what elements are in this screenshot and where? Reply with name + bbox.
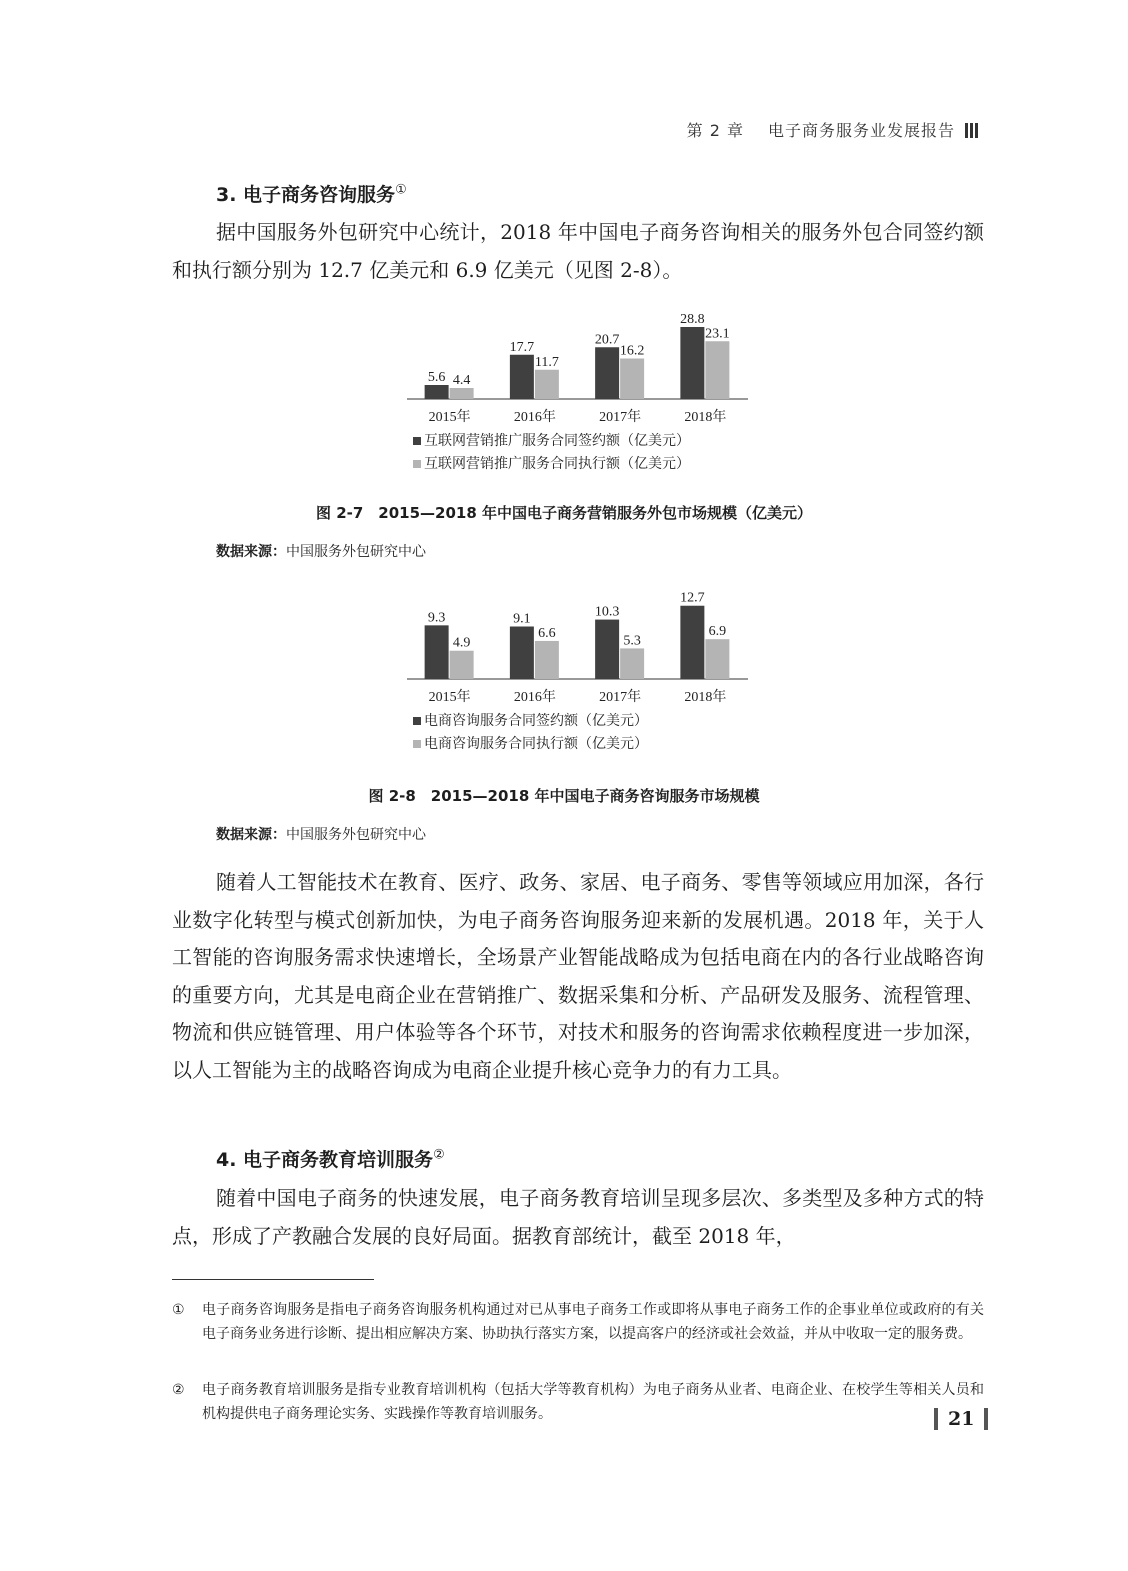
- data-label: 9.3: [427, 610, 446, 626]
- header-chapter: 第 2 章: [686, 121, 744, 140]
- footnote-divider: [172, 1279, 374, 1280]
- bar-2018年-series-1: [705, 639, 729, 679]
- x-tick-label: 2017年: [599, 690, 642, 705]
- bar-2018年-series-0: [680, 327, 704, 399]
- ai-consulting-paragraph: 随着人工智能技术在教育、医疗、政务、家居、电子商务、零售等领域应用加深，各行业数字化转型与模式创新加快，为电子商务咨询服务迎来新的发展机遇。2018 年，关于人工智能的咨询服务需求快速增长，全场景产业智能战略成为包括电商在内的各行业战略咨询的重要方向，尤其是电商企业在营销推广、数据采集和分析、产品研发及服务、流程管理、物流和供应链管理、用户体验等各个环节，对技术和服务的咨询需求依赖程度进一步加深，以人工智能为主的战略咨询成为电商企业提升核心竞争力的有力工具。: [172, 870, 984, 1082]
- data-label: 10.3: [594, 604, 620, 620]
- bar-2017年-series-0: [595, 347, 619, 399]
- footnote-1: ① 电子商务咨询服务是指电子商务咨询服务机构通过对已从事电子商务工作或即将从事电子商务工作的企事业单位或政府的有关电子商务业务进行诊断、提出相应解决方案、协助执行落实方案，以提高客户的经济或社会效益，并从中收取一定的服务费。: [172, 1302, 984, 1342]
- footnote-ref-2[interactable]: ②: [433, 1147, 445, 1163]
- x-tick-label: 2015年: [428, 690, 471, 705]
- page-number-bar-left: [934, 1408, 938, 1430]
- chart-fig-2-7-legend: [413, 430, 750, 476]
- x-tick-label: 2016年: [513, 690, 556, 705]
- legend-swatch: [413, 740, 421, 748]
- bar-2015年-series-0: [425, 625, 449, 679]
- section-3-paragraph: 据中国服务外包研究中心统计，2018 年中国电子商务咨询相关的服务外包合同签约额和执行额分别为 12.7 亿美元和 6.9 亿美元（见图 2-8）。: [172, 220, 984, 282]
- section-4-paragraph: 随着中国电子商务的快速发展，电子商务教育培训呈现多层次、多类型及多种方式的特点，形成了产教融合发展的良好局面。据教育部统计，截至 2018 年，: [172, 1186, 984, 1248]
- data-label: 9.1: [513, 611, 531, 627]
- x-tick-label: 2018年: [684, 690, 727, 705]
- data-label: 4.4: [452, 373, 471, 388]
- figure-2-7-caption: 图 2-7 2015—2018 年中国电子商务营销服务外包市场规模（亿美元）: [315, 504, 813, 522]
- legend-label: 互联网营销推广服务合同执行额（亿美元）: [424, 456, 690, 472]
- data-label: 6.9: [708, 624, 727, 640]
- data-label: 12.7: [680, 590, 705, 606]
- x-tick-label: 2018年: [684, 410, 727, 425]
- bar-2017年-series-1: [620, 359, 644, 400]
- chart-fig-2-7: [405, 304, 750, 476]
- legend-swatch: [413, 437, 421, 445]
- legend-entry: [413, 430, 750, 453]
- figure-2-8-caption: 图 2-8 2015—2018 年中国电子商务咨询服务市场规模: [368, 787, 760, 805]
- legend-label: 电商咨询服务合同签约额（亿美元）: [424, 713, 648, 729]
- bar-2017年-series-0: [595, 620, 619, 679]
- legend-swatch: [413, 717, 421, 725]
- legend-label: 互联网营销推广服务合同签约额（亿美元）: [424, 433, 690, 449]
- data-label: 23.1: [705, 326, 730, 342]
- bar-2016年-series-1: [535, 641, 559, 679]
- page-number-bar-right: [984, 1408, 988, 1430]
- bar-2015年-series-1: [450, 651, 474, 679]
- data-label: 5.6: [427, 370, 446, 385]
- section-4-heading: 4. 电子商务教育培训服务②: [216, 1147, 445, 1171]
- data-label: 17.7: [509, 339, 535, 355]
- bar-2016年-series-1: [535, 370, 559, 399]
- data-label: 4.9: [452, 635, 471, 651]
- footnote-ref-1[interactable]: ①: [395, 182, 407, 198]
- footnote-2: ② 电子商务教育培训服务是指专业教育培训机构（包括大学等教育机构）为电子商务从业者、电商企业、在校学生等相关人员和机构提供电子商务理论实务、实践操作等教育培训服务。: [172, 1382, 984, 1422]
- chart-fig-2-8-plot: [405, 584, 750, 710]
- data-label: 28.8: [680, 312, 705, 327]
- bar-2018年-series-0: [680, 606, 704, 679]
- page-number: 21: [924, 1408, 998, 1430]
- legend-entry: [413, 710, 750, 733]
- x-tick-label: 2016年: [513, 410, 556, 425]
- section-3-heading: 3. 电子商务咨询服务①: [216, 182, 407, 206]
- bar-2017年-series-1: [620, 648, 644, 679]
- chart-fig-2-7-plot: [405, 304, 750, 430]
- figure-2-7-source: 数据来源：中国服务外包研究中心: [216, 544, 426, 560]
- bar-2015年-series-0: [425, 385, 449, 399]
- bar-2016年-series-0: [510, 627, 534, 680]
- x-tick-label: 2017年: [599, 410, 642, 425]
- data-label: 5.3: [623, 633, 641, 649]
- running-header: [687, 118, 978, 141]
- legend-entry: [413, 453, 750, 476]
- figure-2-8-source: 数据来源：中国服务外包研究中心: [216, 827, 426, 843]
- chart-fig-2-8: [405, 584, 750, 756]
- bar-2016年-series-0: [510, 355, 534, 399]
- bar-2018年-series-1: [705, 341, 729, 399]
- header-bars-icon: [963, 120, 978, 139]
- bar-2015年-series-1: [450, 388, 474, 399]
- data-label: 6.6: [538, 625, 556, 641]
- x-tick-label: 2015年: [428, 410, 471, 425]
- legend-swatch: [413, 460, 421, 468]
- chart-fig-2-8-legend: [413, 710, 750, 756]
- legend-entry: [413, 733, 750, 756]
- data-label: 11.7: [534, 354, 559, 370]
- header-title: 电子商务服务业发展报告: [767, 121, 955, 140]
- data-label: 20.7: [594, 332, 620, 348]
- legend-label: 电商咨询服务合同执行额（亿美元）: [424, 736, 648, 752]
- data-label: 16.2: [619, 343, 645, 359]
